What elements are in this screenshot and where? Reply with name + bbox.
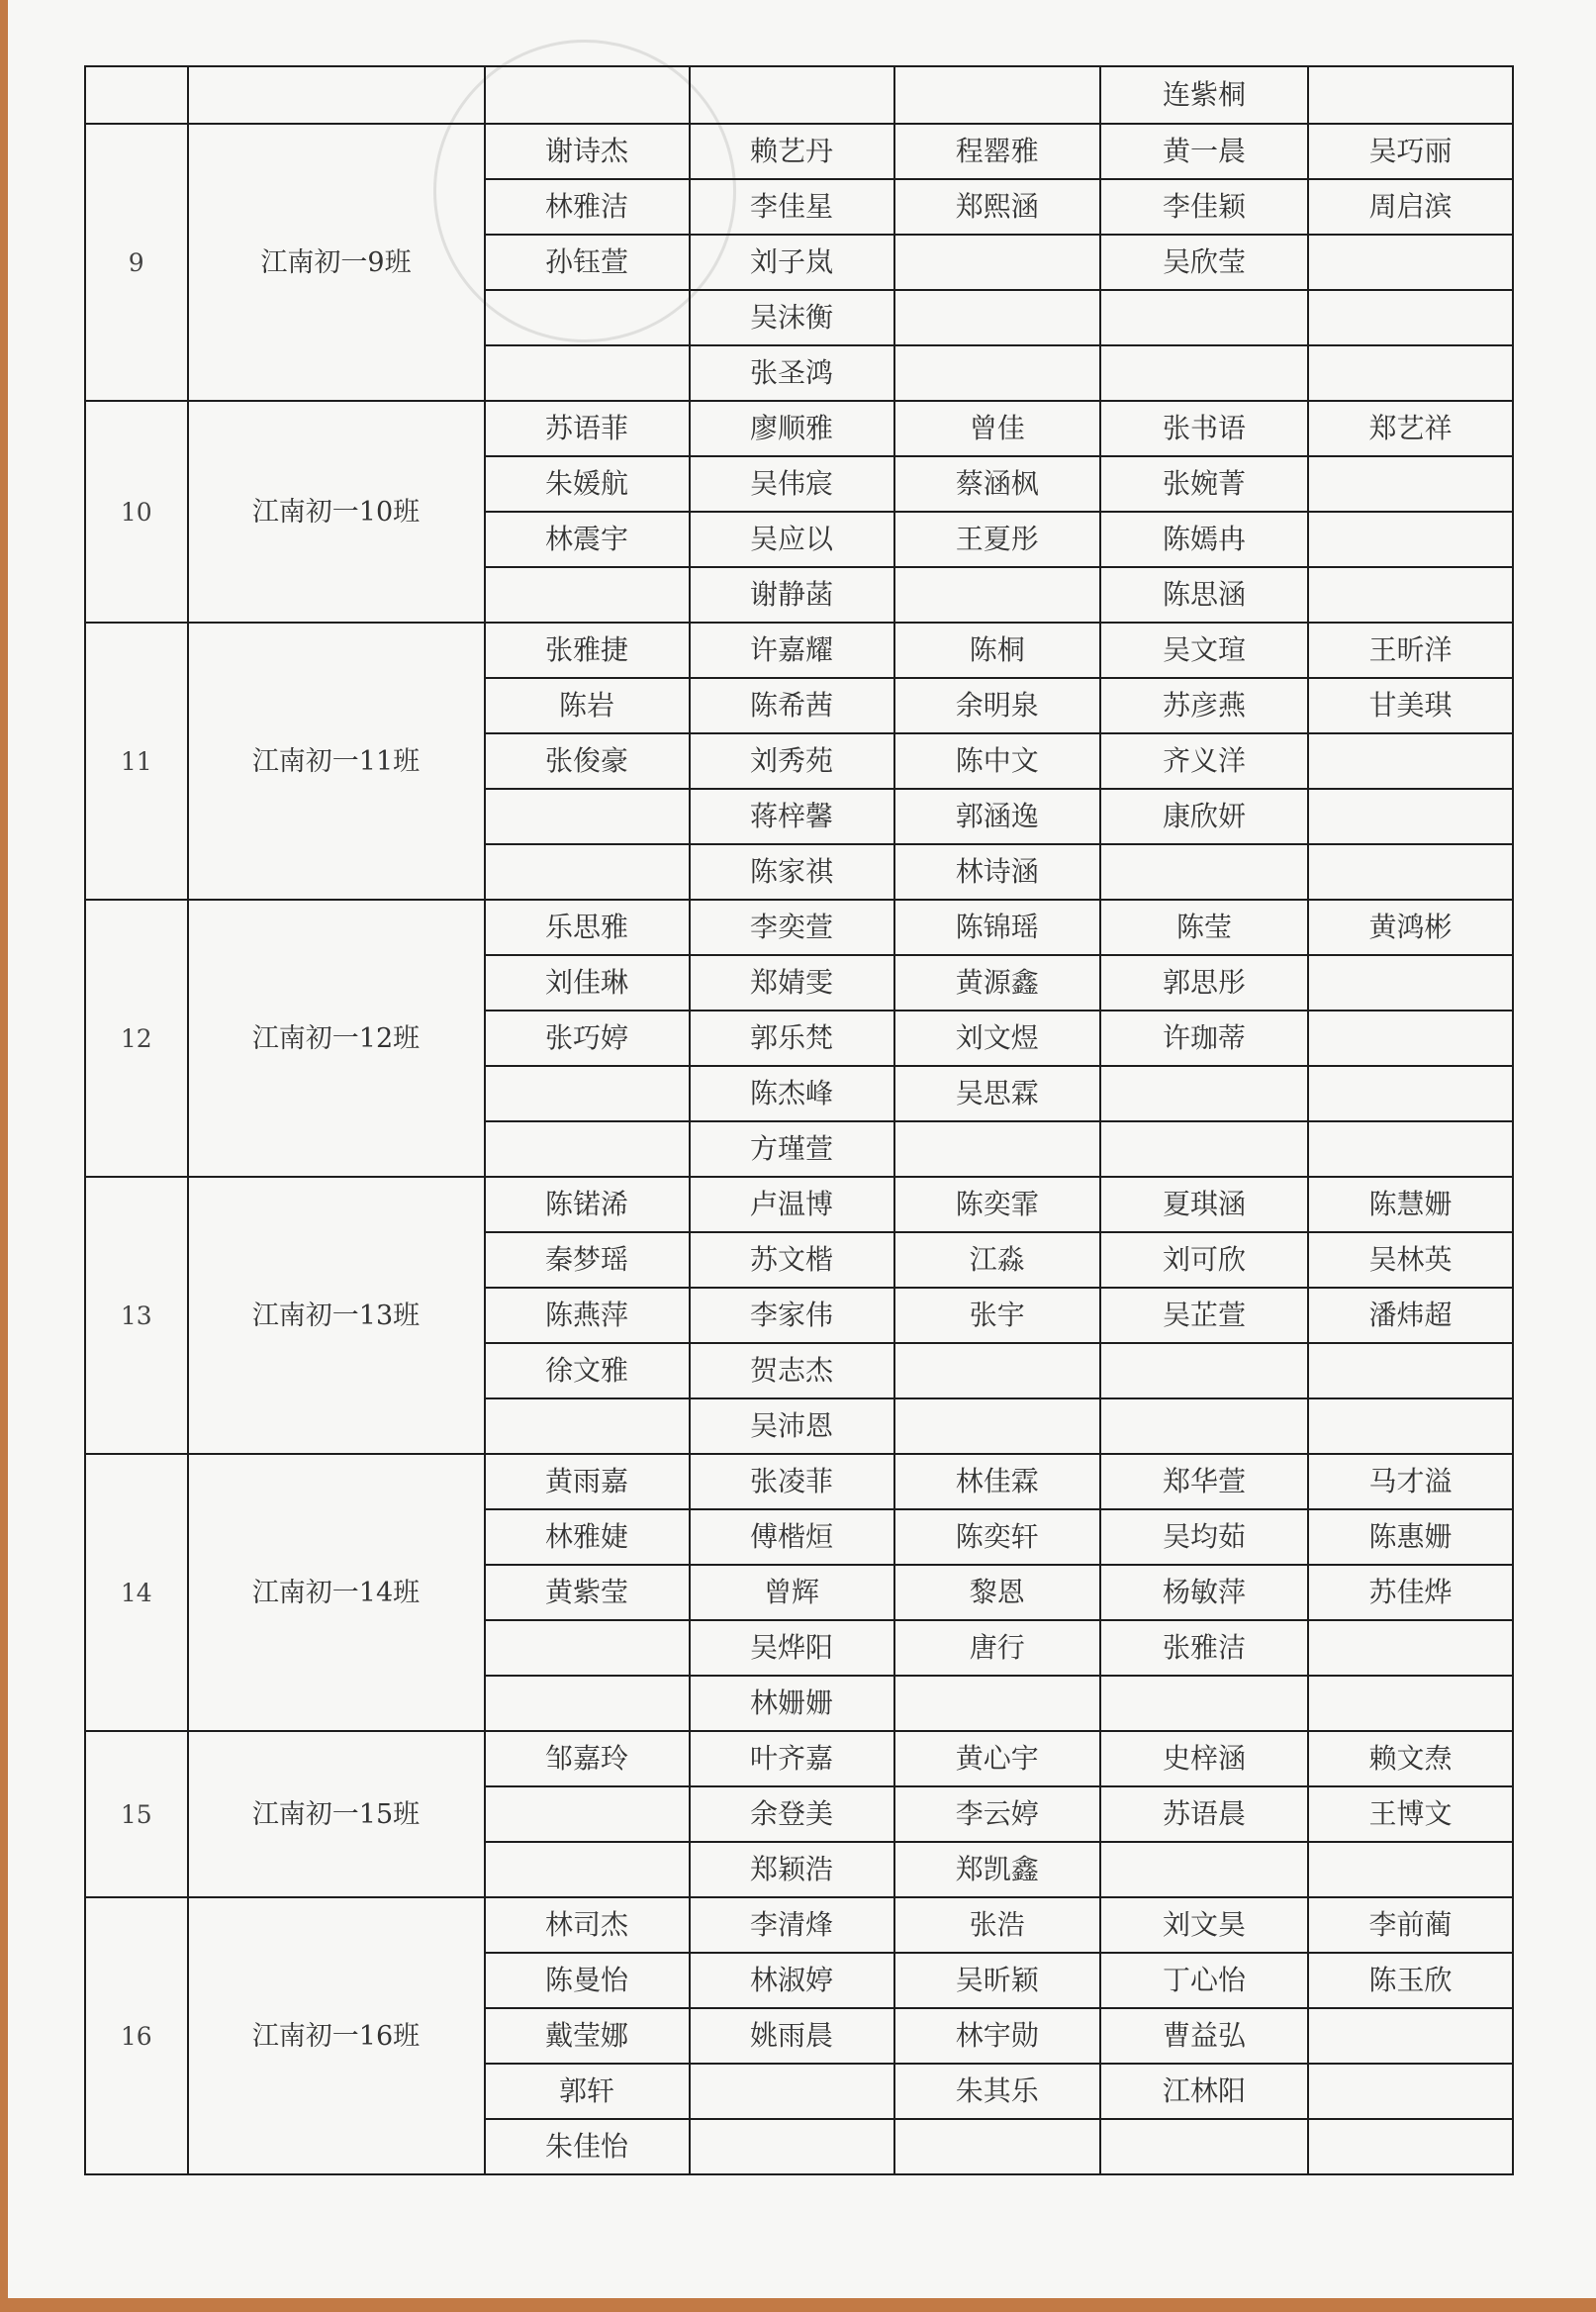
row-number-cell: 11 — [85, 623, 188, 900]
student-name-cell: 李云婷 — [894, 1786, 1101, 1842]
row-number-cell: 16 — [85, 1897, 188, 2174]
student-name-cell: 苏文楷 — [690, 1232, 894, 1288]
student-name-cell: 连紫桐 — [1100, 66, 1308, 124]
document-page — [8, 0, 1596, 2298]
student-name-cell: 黎恩 — [894, 1565, 1101, 1620]
student-name-cell — [894, 66, 1101, 124]
student-name-cell: 孙钰萱 — [485, 235, 690, 290]
row-number-cell: 15 — [85, 1731, 188, 1897]
student-name-cell: 张书语 — [1100, 401, 1308, 456]
student-name-cell — [1100, 1398, 1308, 1454]
student-name-cell — [485, 1842, 690, 1897]
student-name-cell — [485, 1786, 690, 1842]
student-name-cell — [690, 2064, 894, 2119]
student-name-cell: 刘佳琳 — [485, 955, 690, 1011]
student-name-cell: 秦梦瑶 — [485, 1232, 690, 1288]
student-name-cell: 吴芷萱 — [1100, 1288, 1308, 1343]
student-name-cell — [894, 290, 1101, 345]
student-name-cell: 苏彦燕 — [1100, 678, 1308, 733]
student-name-cell: 陈奕霏 — [894, 1177, 1101, 1232]
student-name-cell: 张巧婷 — [485, 1011, 690, 1066]
student-name-cell: 杨敏萍 — [1100, 1565, 1308, 1620]
student-name-cell — [485, 1620, 690, 1676]
student-name-cell: 林淑婷 — [690, 1953, 894, 2008]
student-name-cell — [1308, 512, 1513, 567]
student-name-cell: 张圣鸿 — [690, 345, 894, 401]
student-name-cell — [1308, 1066, 1513, 1121]
student-name-cell: 刘可欣 — [1100, 1232, 1308, 1288]
student-name-cell: 李家伟 — [690, 1288, 894, 1343]
student-name-cell: 林姗姗 — [690, 1676, 894, 1731]
student-name-cell: 张宇 — [894, 1288, 1101, 1343]
student-name-cell — [894, 345, 1101, 401]
student-name-cell: 江淼 — [894, 1232, 1101, 1288]
student-name-cell: 刘秀苑 — [690, 733, 894, 789]
student-name-cell — [1308, 235, 1513, 290]
student-name-cell — [1308, 567, 1513, 623]
student-name-cell: 戴莹娜 — [485, 2008, 690, 2064]
class-name-cell — [188, 66, 485, 124]
student-name-cell: 陈惠姗 — [1308, 1509, 1513, 1565]
student-name-cell: 邹嘉玲 — [485, 1731, 690, 1786]
student-name-cell: 郭思彤 — [1100, 955, 1308, 1011]
student-name-cell — [1100, 1343, 1308, 1398]
student-name-cell: 吴昕颖 — [894, 1953, 1101, 2008]
student-name-cell: 吴巧丽 — [1308, 124, 1513, 179]
student-name-cell: 张俊豪 — [485, 733, 690, 789]
student-name-cell — [1308, 2008, 1513, 2064]
table-row — [85, 1454, 1513, 1509]
student-name-cell — [485, 844, 690, 900]
student-name-cell — [1308, 733, 1513, 789]
row-number-cell: 12 — [85, 900, 188, 1177]
student-name-cell — [485, 1066, 690, 1121]
student-name-cell: 江林阳 — [1100, 2064, 1308, 2119]
student-name-cell: 黄鸿彬 — [1308, 900, 1513, 955]
student-name-cell: 潘炜超 — [1308, 1288, 1513, 1343]
student-name-cell — [1100, 1842, 1308, 1897]
student-name-cell — [894, 235, 1101, 290]
student-name-cell: 吴伟宸 — [690, 456, 894, 512]
student-name-cell: 许珈蒂 — [1100, 1011, 1308, 1066]
student-name-cell: 廖顺雅 — [690, 401, 894, 456]
row-number-cell: 9 — [85, 124, 188, 401]
student-name-cell: 余明泉 — [894, 678, 1101, 733]
student-name-cell: 郑艺祥 — [1308, 401, 1513, 456]
class-name-cell: 江南初一12班 — [188, 900, 485, 1177]
student-name-cell: 吴应以 — [690, 512, 894, 567]
student-name-cell: 吴均茹 — [1100, 1509, 1308, 1565]
student-name-cell: 陈曼怡 — [485, 1953, 690, 2008]
student-name-cell — [1308, 1121, 1513, 1177]
student-name-cell: 王昕洋 — [1308, 623, 1513, 678]
student-name-cell: 陈嫣冉 — [1100, 512, 1308, 567]
student-name-cell: 许嘉耀 — [690, 623, 894, 678]
student-name-cell: 陈希茜 — [690, 678, 894, 733]
student-name-cell — [1308, 955, 1513, 1011]
continuation-row — [85, 66, 1513, 124]
table-row — [85, 623, 1513, 678]
student-name-cell — [1308, 1343, 1513, 1398]
student-name-cell: 张婉菁 — [1100, 456, 1308, 512]
student-name-cell — [1308, 844, 1513, 900]
student-name-cell: 郑凯鑫 — [894, 1842, 1101, 1897]
table-row — [85, 1897, 1513, 1953]
student-name-cell: 赖艺丹 — [690, 124, 894, 179]
student-name-cell: 贺志杰 — [690, 1343, 894, 1398]
student-name-cell — [1308, 1676, 1513, 1731]
student-name-cell: 李奕萱 — [690, 900, 894, 955]
student-name-cell: 方瑾萱 — [690, 1121, 894, 1177]
student-name-cell: 陈慧姗 — [1308, 1177, 1513, 1232]
student-name-cell — [485, 290, 690, 345]
student-name-cell — [690, 66, 894, 124]
class-name-cell: 江南初一16班 — [188, 1897, 485, 2174]
student-name-cell: 黄一晨 — [1100, 124, 1308, 179]
student-name-cell: 张雅洁 — [1100, 1620, 1308, 1676]
student-name-cell: 苏佳烨 — [1308, 1565, 1513, 1620]
student-name-cell — [1308, 290, 1513, 345]
student-name-cell: 陈岩 — [485, 678, 690, 733]
student-name-cell: 苏语晨 — [1100, 1786, 1308, 1842]
table-row — [85, 900, 1513, 955]
student-name-cell — [485, 789, 690, 844]
student-name-cell: 吴文瑄 — [1100, 623, 1308, 678]
student-name-cell: 张雅捷 — [485, 623, 690, 678]
student-name-cell: 齐义洋 — [1100, 733, 1308, 789]
student-name-cell: 林诗涵 — [894, 844, 1101, 900]
student-name-cell — [1308, 66, 1513, 124]
student-name-cell: 郑颖浩 — [690, 1842, 894, 1897]
student-name-cell: 郭涵逸 — [894, 789, 1101, 844]
student-name-cell: 林雅婕 — [485, 1509, 690, 1565]
student-name-cell — [1308, 1620, 1513, 1676]
student-name-cell: 刘子岚 — [690, 235, 894, 290]
student-name-cell — [690, 2119, 894, 2174]
row-number-cell: 14 — [85, 1454, 188, 1731]
student-name-cell: 黄雨嘉 — [485, 1454, 690, 1509]
student-name-cell: 黄紫莹 — [485, 1565, 690, 1620]
student-name-cell: 乐思雅 — [485, 900, 690, 955]
student-name-cell: 刘文煜 — [894, 1011, 1101, 1066]
student-name-cell: 姚雨晨 — [690, 2008, 894, 2064]
student-name-cell: 刘文昊 — [1100, 1897, 1308, 1953]
student-name-cell: 叶齐嘉 — [690, 1731, 894, 1786]
student-name-cell: 吴思霖 — [894, 1066, 1101, 1121]
student-name-cell: 朱佳怡 — [485, 2119, 690, 2174]
student-name-cell — [894, 1676, 1101, 1731]
student-name-cell — [485, 1121, 690, 1177]
student-name-cell: 郑熙涵 — [894, 179, 1101, 235]
student-name-cell: 吴欣莹 — [1100, 235, 1308, 290]
student-name-cell: 林震宇 — [485, 512, 690, 567]
student-name-cell: 王夏彤 — [894, 512, 1101, 567]
student-name-cell: 傅楷烜 — [690, 1509, 894, 1565]
student-name-cell: 谢静菡 — [690, 567, 894, 623]
student-name-cell: 陈桐 — [894, 623, 1101, 678]
class-name-cell: 江南初一9班 — [188, 124, 485, 401]
student-name-cell: 陈燕萍 — [485, 1288, 690, 1343]
student-name-cell — [1308, 1398, 1513, 1454]
row-number-cell: 13 — [85, 1177, 188, 1454]
student-name-cell: 林司杰 — [485, 1897, 690, 1953]
table-row — [85, 401, 1513, 456]
student-name-cell — [1308, 2119, 1513, 2174]
student-name-cell: 卢温博 — [690, 1177, 894, 1232]
student-name-cell: 唐行 — [894, 1620, 1101, 1676]
student-name-cell — [1100, 844, 1308, 900]
student-name-cell: 陈锦瑶 — [894, 900, 1101, 955]
student-name-cell — [894, 1121, 1101, 1177]
student-name-cell — [1308, 1011, 1513, 1066]
student-name-cell: 林佳霖 — [894, 1454, 1101, 1509]
student-name-cell: 林宇勋 — [894, 2008, 1101, 2064]
table-row — [85, 1731, 1513, 1786]
student-name-cell: 吴沫衡 — [690, 290, 894, 345]
student-name-cell: 李清烽 — [690, 1897, 894, 1953]
student-name-cell — [485, 66, 690, 124]
student-name-cell — [1308, 456, 1513, 512]
class-name-cell: 江南初一15班 — [188, 1731, 485, 1897]
student-name-cell: 谢诗杰 — [485, 124, 690, 179]
student-name-cell: 史梓涵 — [1100, 1731, 1308, 1786]
student-name-cell: 曹益弘 — [1100, 2008, 1308, 2064]
student-name-cell: 康欣妍 — [1100, 789, 1308, 844]
student-name-cell: 陈家祺 — [690, 844, 894, 900]
student-name-cell — [894, 1343, 1101, 1398]
student-name-cell — [1100, 2119, 1308, 2174]
student-name-cell: 李前蔺 — [1308, 1897, 1513, 1953]
student-name-cell: 陈奕轩 — [894, 1509, 1101, 1565]
student-name-cell: 郑婧雯 — [690, 955, 894, 1011]
student-name-cell: 李佳颖 — [1100, 179, 1308, 235]
student-name-cell — [1308, 2064, 1513, 2119]
student-name-cell: 马才溢 — [1308, 1454, 1513, 1509]
student-name-cell — [1100, 290, 1308, 345]
student-name-cell: 张浩 — [894, 1897, 1101, 1953]
student-name-cell: 林雅洁 — [485, 179, 690, 235]
student-roster-table — [84, 65, 1514, 2175]
student-name-cell: 丁心怡 — [1100, 1953, 1308, 2008]
row-number-cell — [85, 66, 188, 124]
student-name-cell: 陈锘浠 — [485, 1177, 690, 1232]
student-name-cell: 陈莹 — [1100, 900, 1308, 955]
student-name-cell: 朱媛航 — [485, 456, 690, 512]
student-name-cell: 曾辉 — [690, 1565, 894, 1620]
student-name-cell: 郑华萱 — [1100, 1454, 1308, 1509]
student-name-cell: 甘美琪 — [1308, 678, 1513, 733]
student-name-cell — [1100, 1676, 1308, 1731]
student-name-cell: 周启滨 — [1308, 179, 1513, 235]
student-name-cell: 苏语菲 — [485, 401, 690, 456]
student-name-cell: 王博文 — [1308, 1786, 1513, 1842]
student-name-cell: 徐文雅 — [485, 1343, 690, 1398]
student-name-cell: 余登美 — [690, 1786, 894, 1842]
student-name-cell: 黄源鑫 — [894, 955, 1101, 1011]
student-name-cell: 陈中文 — [894, 733, 1101, 789]
student-name-cell — [894, 567, 1101, 623]
class-name-cell: 江南初一11班 — [188, 623, 485, 900]
student-name-cell: 郭轩 — [485, 2064, 690, 2119]
row-number-cell: 10 — [85, 401, 188, 623]
student-name-cell: 吴沛恩 — [690, 1398, 894, 1454]
student-name-cell: 赖文焘 — [1308, 1731, 1513, 1786]
student-name-cell: 蔡涵枫 — [894, 456, 1101, 512]
student-name-cell: 吴烨阳 — [690, 1620, 894, 1676]
student-name-cell: 程罂雅 — [894, 124, 1101, 179]
student-name-cell — [1308, 1842, 1513, 1897]
table-row — [85, 1177, 1513, 1232]
student-name-cell — [1100, 1121, 1308, 1177]
student-name-cell — [485, 567, 690, 623]
student-name-cell — [485, 1676, 690, 1731]
class-name-cell: 江南初一14班 — [188, 1454, 485, 1731]
class-name-cell: 江南初一13班 — [188, 1177, 485, 1454]
student-name-cell — [485, 1398, 690, 1454]
student-name-cell: 蒋梓馨 — [690, 789, 894, 844]
student-name-cell: 吴林英 — [1308, 1232, 1513, 1288]
student-name-cell: 陈玉欣 — [1308, 1953, 1513, 2008]
student-name-cell — [894, 1398, 1101, 1454]
student-name-cell — [485, 345, 690, 401]
student-name-cell — [1100, 345, 1308, 401]
student-name-cell: 陈杰峰 — [690, 1066, 894, 1121]
student-name-cell — [1100, 1066, 1308, 1121]
student-name-cell: 夏琪涵 — [1100, 1177, 1308, 1232]
student-name-cell: 李佳星 — [690, 179, 894, 235]
student-name-cell — [1308, 345, 1513, 401]
class-name-cell: 江南初一10班 — [188, 401, 485, 623]
student-name-cell — [1308, 789, 1513, 844]
student-name-cell: 朱其乐 — [894, 2064, 1101, 2119]
student-name-cell: 郭乐梵 — [690, 1011, 894, 1066]
student-name-cell: 张凌菲 — [690, 1454, 894, 1509]
student-name-cell: 黄心宇 — [894, 1731, 1101, 1786]
table-row — [85, 124, 1513, 179]
student-name-cell: 陈思涵 — [1100, 567, 1308, 623]
student-name-cell: 曾佳 — [894, 401, 1101, 456]
student-name-cell — [894, 2119, 1101, 2174]
